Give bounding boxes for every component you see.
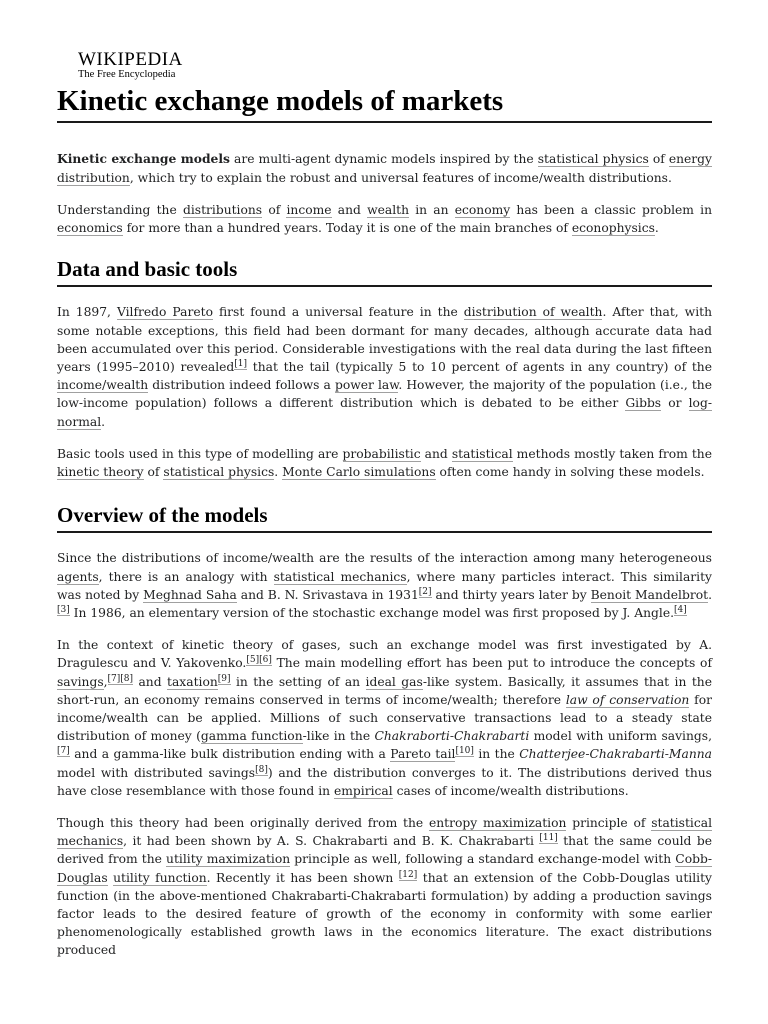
- link-statistical-mechanics-2[interactable]: statistical mechanics: [57, 815, 713, 849]
- link-income-wealth[interactable]: income/wealth: [57, 378, 149, 393]
- link-meghnad-saha[interactable]: Meghnad Saha: [143, 587, 237, 602]
- wikipedia-logo[interactable]: [78, 50, 712, 81]
- section2-paragraph-2: In the context of kinetic theory of gases, such an exchange model was first investigated by A. Dragulescu and V. Yakovenko.[5][6] The main modelling effort has been put to introduce the concepts of savings,[7][8] and taxation[9] in the setting of an ideal gas-like system. Basically, it assumes that in the short-run, an economy remains conserved in terms of income/wealth; therefore law of conservation for income/wealth can be applied. Millions of such conservative transactions lead to a steady state distribution of money (gamma function-like in the Chakraborti-Chakrabarti model with uniform savings,[7] and a gamma-like bulk distribution ending with a Pareto tail[10] in the Chatterjee-Chakrabarti-Manna model with distributed savings[8]) and the distribution converges to it. The distributions derived thus have close resemblance with those found in empirical cases of income/wealth distributions.: [57, 638, 713, 798]
- link-income[interactable]: income: [286, 202, 332, 217]
- link-agents[interactable]: agents: [57, 569, 99, 584]
- link-energy-distribution[interactable]: energy distribution: [57, 152, 712, 185]
- section-heading-overview: Overview of the models: [57, 503, 712, 533]
- link-utility-function[interactable]: utility function: [113, 870, 207, 885]
- link-distributions[interactable]: distributions: [182, 202, 263, 217]
- link-distribution-of-wealth[interactable]: distribution of wealth: [463, 305, 603, 320]
- article: [57, 50, 712, 974]
- link-probabilistic[interactable]: probabilistic: [342, 446, 421, 461]
- citation-ref[interactable]: [5]: [246, 655, 260, 666]
- link-utility-maximization[interactable]: utility maximization: [166, 852, 291, 867]
- citation-ref[interactable]: [8]: [255, 764, 268, 775]
- citation-ref[interactable]: [6]: [259, 655, 272, 666]
- link-cobb-douglas[interactable]: Cobb-Douglas: [57, 852, 713, 885]
- link-law-of-conservation[interactable]: law of conservation: [565, 692, 690, 707]
- link-gibbs[interactable]: Gibbs: [625, 396, 662, 411]
- link-power-law[interactable]: power law: [334, 378, 399, 393]
- citation-ref[interactable]: [12]: [398, 869, 418, 880]
- intro-paragraph-1: Kinetic exchange models are multi-agent dynamic models inspired by the statistical physics of energy distribution, which try to explain the robust and universal features of income/wealth distributions.: [57, 151, 712, 185]
- citation-ref[interactable]: [2]: [418, 586, 432, 597]
- link-statistical-physics-2[interactable]: statistical physics: [163, 464, 275, 479]
- section2-paragraph-1: Since the distributions of income/wealth are the results of the interaction among many heterogeneous agents, there is an analogy with statistical mechanics, where many particles interact. This similarity was noted by Meghnad Saha and B. N. Srivastava in 1931[2] and thirty years later by Benoit Mandelbrot.[3] In 1986, an elementary version of the stochastic exchange model was first proposed by J. Angle.[4]: [57, 551, 712, 620]
- link-ideal-gas[interactable]: ideal gas: [365, 674, 423, 689]
- link-economy[interactable]: economy: [454, 202, 511, 217]
- link-benoit-mandelbrot[interactable]: Benoit Mandelbrot: [590, 587, 709, 602]
- term-bold: Kinetic exchange models: [57, 151, 230, 167]
- link-wealth[interactable]: wealth: [367, 202, 410, 217]
- section1-paragraph-1: In 1897, Vilfredo Pareto first found a universal feature in the distribution of wealth. After that, with some notable exceptions, this field had been dormant for many decades, although accurate data had been accumulated over this period. Considerable investigations with the real data during the last fifteen years (1995–2010) revealed[1] that the tail (typically 5 to 10 percent of agents in any country) of the income/wealth distribution indeed follows a power law. However, the majority of the population (i.e., the low-income population) follows a different distribution which is debated to be either Gibbs or log-normal.: [57, 305, 712, 429]
- citation-ref[interactable]: [7]: [57, 746, 70, 757]
- link-taxation[interactable]: taxation: [167, 674, 218, 689]
- model-name: Chatterjee-Chakrabarti-Manna: [519, 747, 712, 762]
- link-economics[interactable]: economics: [57, 220, 123, 235]
- logo-wordmark: WIKIPEDIA: [78, 49, 183, 70]
- citation-ref[interactable]: [8]: [120, 673, 134, 684]
- link-gamma-function[interactable]: gamma function: [200, 729, 303, 744]
- link-savings[interactable]: savings: [57, 674, 104, 689]
- link-pareto-tail[interactable]: Pareto tail: [390, 747, 456, 762]
- citation-ref[interactable]: [4]: [674, 604, 687, 615]
- citation-ref[interactable]: [7]: [107, 673, 121, 684]
- citation-ref[interactable]: [10]: [455, 746, 474, 757]
- logo-tagline: The Free Encyclopedia: [78, 69, 176, 80]
- link-kinetic-theory[interactable]: kinetic theory: [57, 464, 144, 479]
- section2-paragraph-3: Though this theory had been originally derived from the entropy maximization principle of statistical mechanics, it had been shown by A. S. Chakrabarti and B. K. Chakrabarti [11] that the same could be derived from the utility maximization principle as well, following a standard exchange-model with Cobb-Douglas utility function. Recently it has been shown [12] that an extension of the Cobb-Douglas utility function (in the above-mentioned Chakrabarti-Chakrabarti formulation) by adding a production savings factor leads to the desired feature of growth of the economy in conformity with some earlier phenomenologically established growth laws in the economics literature. The exact distributions produced: [57, 815, 713, 958]
- link-entropy-maximization[interactable]: entropy maximization: [428, 815, 567, 830]
- citation-ref[interactable]: [9]: [217, 673, 231, 684]
- link-vilfredo-pareto[interactable]: Vilfredo Pareto: [116, 305, 213, 320]
- link-empirical[interactable]: empirical: [333, 783, 393, 798]
- intro-paragraph-2: Understanding the distributions of income and wealth in an economy has been a classic problem in economics for more than a hundred years. Today it is one of the main branches of econophysics.: [57, 202, 712, 235]
- model-name: Chakraborti-Chakrabarti: [374, 729, 530, 744]
- link-statistical[interactable]: statistical: [451, 446, 513, 461]
- link-monte-carlo[interactable]: Monte Carlo simulations: [282, 464, 436, 479]
- citation-ref[interactable]: [3]: [57, 604, 70, 615]
- section-heading-data-tools: Data and basic tools: [57, 257, 712, 287]
- section1-paragraph-2: Basic tools used in this type of modelling are probabilistic and statistical methods mostly taken from the kinetic theory of statistical physics. Monte Carlo simulations often come handy in solving these models.: [57, 446, 712, 479]
- citation-ref[interactable]: [1]: [234, 358, 248, 369]
- link-log-normal[interactable]: log-normal: [57, 396, 712, 429]
- citation-ref[interactable]: [11]: [539, 833, 558, 844]
- page-title: Kinetic exchange models of markets: [57, 84, 712, 124]
- link-econophysics[interactable]: econophysics: [571, 220, 655, 235]
- link-statistical-physics[interactable]: statistical physics: [537, 152, 649, 167]
- link-statistical-mechanics[interactable]: statistical mechanics: [273, 569, 407, 584]
